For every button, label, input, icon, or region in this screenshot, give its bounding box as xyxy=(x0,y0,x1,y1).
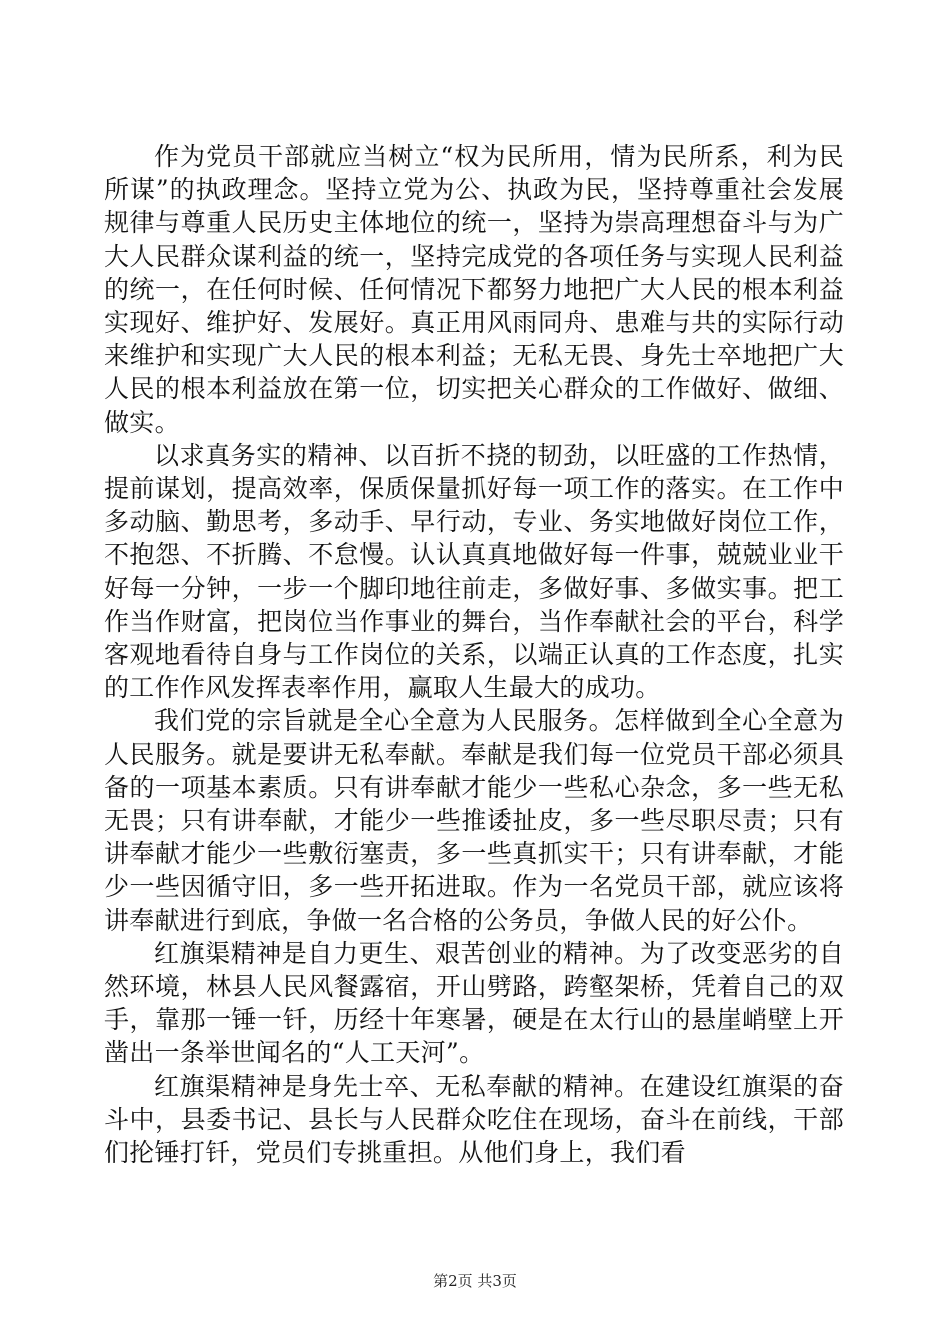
document-body xyxy=(104,140,844,1169)
paragraph-hongqiqu-self-reliance: 红旗渠精神是自力更生、艰苦创业的精神。为了改变恶劣的自然环境，林县人民风餐露宿，开山劈路，跨壑架桥，凭着自己的双手，靠那一锤一钎，历经十年寒暑，硬是在太行山的悬崖峭壁上开凿出一条举世闻名的“人工天河”。 xyxy=(104,938,844,1068)
paragraph-party-cadre-philosophy: 作为党员干部就应当树立“权为民所用，情为民所系，利为民所谋”的执政理念。坚持立党为公、执政为民，坚持尊重社会发展规律与尊重人民历史主体地位的统一，坚持为崇高理想奋斗与为广大人民群众谋利益的统一，坚持完成党的各项任务与实现人民利益的统一，在任何时候、任何情况下都努力地把广大人民的根本利益实现好、维护好、发展好。真正用风雨同舟、患难与共的实际行动来维护和实现广大人民的根本利益；无私无畏、身先士卒地把广大人民的根本利益放在第一位，切实把关心群众的工作做好、做细、做实。 xyxy=(104,142,844,437)
paragraph-hongqiqu-leading-by-example: 红旗渠精神是身先士卒、无私奉献的精神。在建设红旗渠的奋斗中，县委书记、县长与人民群众吃住在现场，奋斗在前线，干部们抡锤打钎，党员们专挑重担。从他们身上，我们看 xyxy=(104,1071,844,1168)
paragraph-pragmatic-work-spirit: 以求真务实的精神、以百折不挠的韧劲，以旺盛的工作热情，提前谋划，提高效率，保质保量抓好每一项工作的落实。在工作中多动脑、勤思考，多动手、早行动，专业、务实地做好岗位工作，不抱怨、不折腾、不怠慢。认认真真地做好每一件事，兢兢业业干好每一分钟，一步一个脚印地往前走，多做好事、多做实事。把工作当作财富，把岗位当作事业的舞台，当作奉献社会的平台，科学客观地看待自身与工作岗位的关系，以端正认真的工作态度，扎实的工作作风发挥表率作用，赢取人生最大的成功。 xyxy=(104,440,844,703)
paragraph-selfless-dedication: 我们党的宗旨就是全心全意为人民服务。怎样做到全心全意为人民服务。就是要讲无私奉献。奉献是我们每一位党员干部必须具备的一项基本素质。只有讲奉献才能少一些私心杂念，多一些无私无畏；只有讲奉献，才能少一些推诿扯皮，多一些尽职尽责；只有讲奉献才能少一些敷衍塞责，多一些真抓实干；只有讲奉献，才能少一些因循守旧，多一些开拓进取。作为一名党员干部，就应该将讲奉献进行到底，争做一名合格的公务员，争做人民的好公仆。 xyxy=(104,706,844,935)
page-number-footer: 第2页 共3页 xyxy=(433,1272,517,1290)
